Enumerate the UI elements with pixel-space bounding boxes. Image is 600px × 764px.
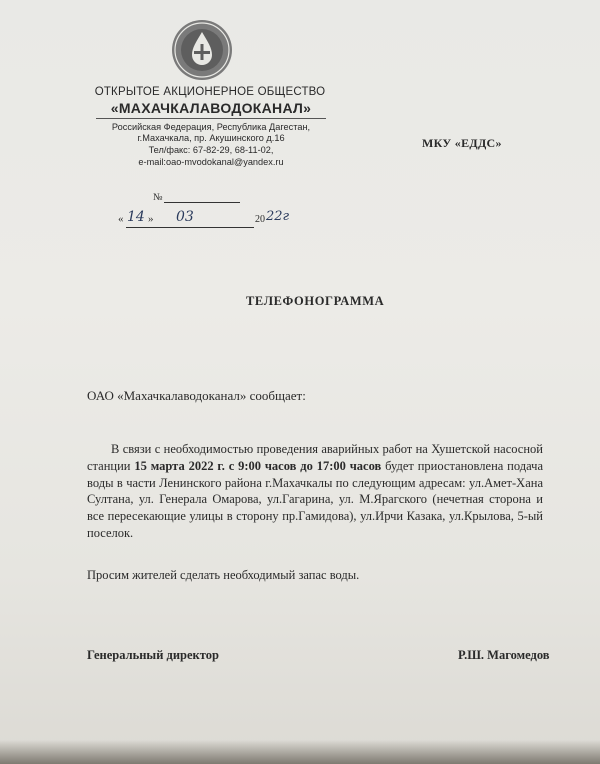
body-text-4: будет приостановлена подача воды в части Ленинского района г.Махачкалы по следующим адресам: ул.Амет-Хана Султана, ул. Генерала Омарова, ул.Гагарина, ул. М.Ярагского (нечетная сторона и все пересекающие улицы в сторону пр.Гамидова), ул.Ирчи Казака, ул.Крылова, 5-ый поселок. <box>87 458 543 540</box>
reg-number-line <box>164 202 240 203</box>
reports-line: ОАО «Махачкалаводоканал» сообщает: <box>87 388 306 403</box>
signer-title: Генеральный директор <box>87 648 219 662</box>
date-year-printed: 20 <box>255 214 265 225</box>
outage-end-time: до 17:00 часов <box>300 458 382 473</box>
document-title: ТЕЛЕФОНОГРАММА <box>246 294 385 308</box>
email: e-mail:oao-mvodokanal@yandex.ru <box>138 157 284 167</box>
signer-name: Р.Ш. Магомедов <box>458 648 550 662</box>
date-month-handwritten: 03 <box>176 209 194 225</box>
date-open-quote: « <box>118 213 124 225</box>
outage-start-time: 9:00 часов <box>238 458 297 473</box>
date-year-handwritten: 22г <box>266 209 290 224</box>
outage-date: 15 марта 2022 г. <box>134 458 225 473</box>
body-text-2: с <box>224 458 239 473</box>
vodokanal-emblem-icon <box>170 18 234 82</box>
reg-date <box>118 210 288 232</box>
reg-date-line <box>126 227 254 228</box>
address-line: г.Махачкала, пр. Акушинского д.16 <box>137 133 285 143</box>
org-name: «МАХАЧКАЛАВОДОКАНАЛ» <box>110 100 312 116</box>
letterhead-divider <box>96 118 326 119</box>
request-line: Просим жителей сделать необходимый запас воды. <box>87 568 360 582</box>
date-close-quote: » <box>148 213 154 225</box>
date-day-handwritten: 14 <box>127 209 145 225</box>
org-type: ОТКРЫТОЕ АКЦИОНЕРНОЕ ОБЩЕСТВО <box>94 86 326 98</box>
phone-fax: Тел/факс: 67-82-29, 68-11-02, <box>148 145 274 155</box>
recipient: МКУ «ЕДДС» <box>422 136 502 150</box>
body-paragraph <box>87 441 543 542</box>
address-line: Российская Федерация, Республика Дагестан, <box>111 122 311 132</box>
page-edge-shadow <box>0 740 600 764</box>
body-text-1: В связи с необходимостью проведения аварийных работ на Хушетской насосной станции <box>87 442 543 473</box>
reg-number-label: № <box>153 192 163 203</box>
